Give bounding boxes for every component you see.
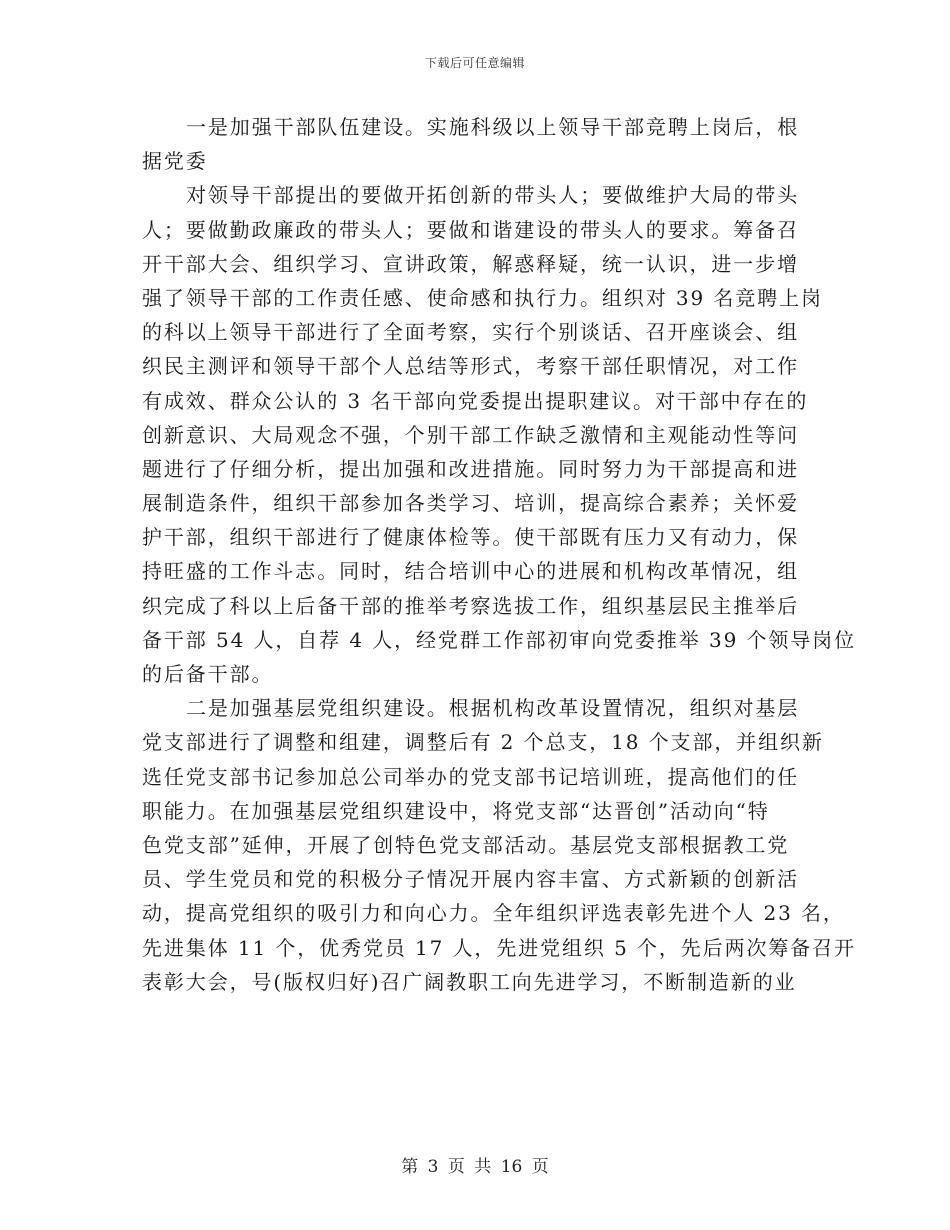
paragraph-2-line-9: 题进行了仔细分析，提出加强和改进措施。同时努力为干部提高和进 xyxy=(142,456,799,481)
paragraph-2-line-3: 开干部大会、组织学习、宣讲政策，解惑释疑，统一认识，进一步增 xyxy=(142,251,799,276)
paragraph-1-line-1: 一是加强干部队伍建设。实施科级以上领导干部竞聘上岗后，根 xyxy=(186,115,800,139)
paragraph-2-line-15: 的后备干部。 xyxy=(142,662,274,686)
paragraph-3-line-2: 党支部进行了调整和组建，调整后有 2 个总支，18 个支部，并组织新 xyxy=(142,730,824,755)
paragraph-2-line-1: 对领导干部提出的要做开拓创新的带头人；要做维护大局的带头 xyxy=(186,183,800,208)
page-footer: 第 3 页 共 16 页 xyxy=(401,1157,549,1177)
paragraph-2-line-4: 强了领导干部的工作责任感、使命感和执行力。组织对 39 名竞聘上岗 xyxy=(142,285,823,310)
paragraph-2-line-11: 护干部，组织干部进行了健康体检等。使干部既有压力又有动力，保 xyxy=(142,525,799,550)
paragraph-3-line-3: 选任党支部书记参加总公司举办的党支部书记培训班，提高他们的任 xyxy=(142,764,799,789)
paragraph-2-line-5: 的科以上领导干部进行了全面考察，实行个别谈话、召开座谈会、组 xyxy=(142,320,799,345)
paragraph-2-line-2: 人；要做勤政廉政的带头人；要做和谐建设的带头人的要求。筹备召 xyxy=(142,217,799,242)
paragraph-2-line-6: 织民主测评和领导干部个人总结等形式，考察干部任职情况，对工作 xyxy=(142,354,799,379)
paragraph-2-line-13: 织完成了科以上后备干部的推举考察选拔工作，组织基层民主推举后 xyxy=(142,593,799,618)
paragraph-3-line-9: 表彰大会，号(版权归好)召广阔教职工向先进学习，不断制造新的业 xyxy=(142,969,797,994)
paragraph-1-line-2: 据党委 xyxy=(142,149,208,174)
paragraph-3-line-8: 先进集体 11 个，优秀党员 17 人，先进党组织 5 个，先后两次筹备召开 xyxy=(142,935,856,960)
paragraph-3-line-5: 色党支部”延伸，开展了创特色党支部活动。基层党支部根据教工党 xyxy=(142,832,790,857)
paragraph-3-line-4: 职能力。在加强基层党组织建设中，将党支部“达晋创”活动向“特 xyxy=(142,798,770,823)
paragraph-3-line-6: 员、学生党员和党的积极分子情况开展内容丰富、方式新颖的创新活 xyxy=(142,867,799,892)
paragraph-2-line-10: 展制造条件，组织干部参加各类学习、培训，提高综合素养；关怀爱 xyxy=(142,491,799,516)
paragraph-2-line-12: 持旺盛的工作斗志。同时，结合培训中心的进展和机构改革情况，组 xyxy=(142,559,799,584)
document-body xyxy=(142,110,856,999)
paragraph-3-line-7: 动，提高党组织的吸引力和向心力。全年组织评选表彰先进个人 23 名， xyxy=(142,901,845,926)
page-header: 下载后可任意编辑 xyxy=(424,56,525,70)
paragraph-2-line-7: 有成效、群众公认的 3 名干部向党委提出提职建议。对干部中存在的 xyxy=(142,388,809,413)
paragraph-2-line-14: 备干部 54 人，自荐 4 人，经党群工作部初审向党委推举 39 个领导岗位 xyxy=(142,627,856,652)
paragraph-2-line-8: 创新意识、大局观念不强，个别干部工作缺乏激情和主观能动性等问 xyxy=(142,422,799,447)
paragraph-3-line-1: 二是加强基层党组织建设。根据机构改革设置情况，组织对基层 xyxy=(186,696,800,721)
